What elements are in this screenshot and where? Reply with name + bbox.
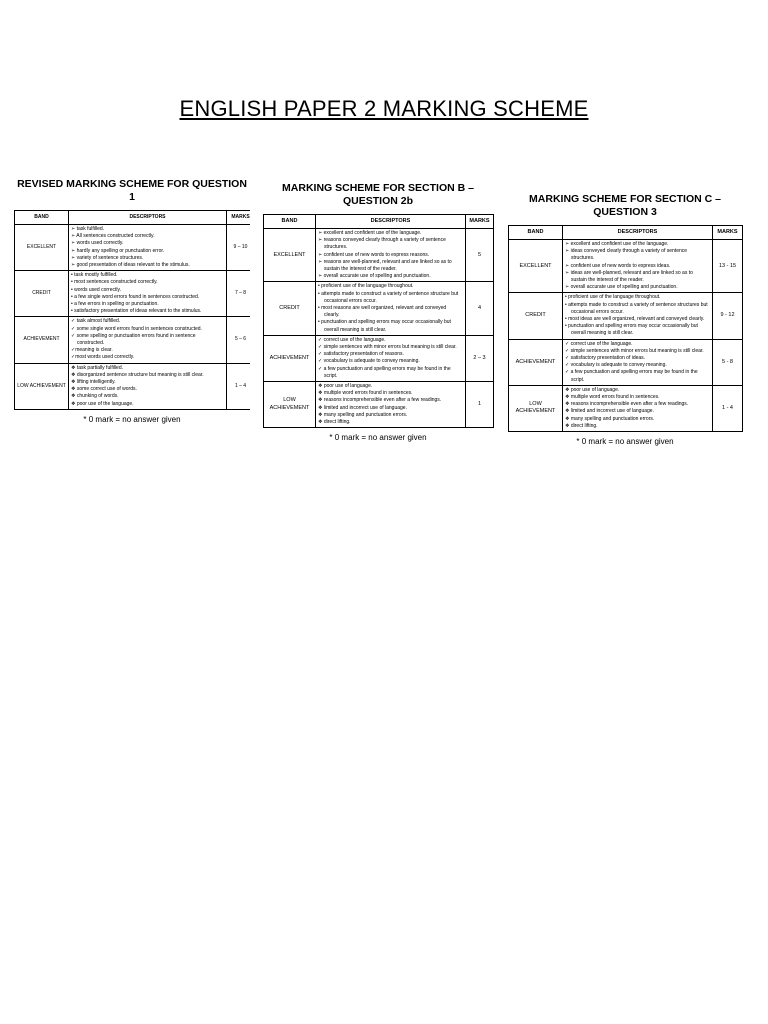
- descriptor-item: ❖ chunking of words.: [71, 393, 119, 400]
- descriptor-item: ➢ variety of sentence structures.: [71, 254, 144, 261]
- descriptors-cell: [563, 293, 713, 339]
- page-title: ENGLISH PAPER 2 MARKING SCHEME: [179, 96, 589, 121]
- descriptor-item: ❖ multiple word errors found in sentences.: [318, 390, 413, 397]
- band-cell: CREDIT: [509, 293, 563, 339]
- header-descriptors: DESCRIPTORS: [316, 215, 466, 229]
- descriptor-item: ➢ confident use of new words to express reasons.: [318, 251, 430, 258]
- zero-mark-note: * 0 mark = no answer given: [576, 437, 674, 447]
- marks-cell: 5: [466, 229, 494, 282]
- section-title: MARKING SCHEME FOR SECTION B – QUESTION 2b: [282, 182, 474, 207]
- marking-table: [263, 214, 494, 428]
- band-cell: LOW ACHIEVEMENT: [264, 382, 316, 428]
- descriptor-item: ➢ excellent and confident use of the language.: [565, 241, 669, 247]
- descriptor-item: ✓ some single word errors found in sentences constructed.: [71, 325, 202, 332]
- section-title: REVISED MARKING SCHEME FOR QUESTION 1: [17, 178, 247, 203]
- descriptor-item: ✓ satisfactory presentation of reasons.: [318, 351, 404, 358]
- descriptor-item: ✓ a few punctuation and spelling errors may be found in the script.: [565, 369, 698, 383]
- descriptor-item: • words used correctly.: [71, 286, 122, 293]
- table-row: [15, 363, 251, 409]
- descriptor-item: ➢ hardly any spelling or punctuation error.: [71, 247, 165, 254]
- marking-table: [508, 225, 743, 432]
- header-marks: MARKS: [466, 215, 494, 229]
- descriptor-item: ✓ correct use of the language.: [565, 340, 633, 347]
- descriptor-item: • attempts made to construct a variety of sentence structure but occasional errors occur.: [318, 290, 459, 304]
- section-title: MARKING SCHEME FOR SECTION C – QUESTION 3: [529, 193, 721, 218]
- descriptors-cell: [316, 335, 466, 381]
- table-row: [264, 229, 494, 282]
- section-question-3: [508, 193, 742, 446]
- descriptor-item: • punctuation and spelling errors may occur occasionally but overall meaning is still clear.: [565, 323, 698, 337]
- descriptors-cell: [316, 282, 466, 335]
- band-cell: CREDIT: [264, 282, 316, 335]
- descriptors-cell: [563, 240, 713, 293]
- descriptor-item: ✓ vocabulary is adequate to convey meaning.: [318, 358, 420, 365]
- descriptor-item: ✓ simple sentences with minor errors but meaning is still clear.: [565, 347, 704, 354]
- descriptors-cell: [316, 382, 466, 428]
- band-cell: EXCELLENT: [264, 229, 316, 282]
- descriptor-item: • proficient use of the language throughout.: [565, 294, 661, 301]
- descriptors-cell: [69, 317, 227, 363]
- header-descriptors: DESCRIPTORS: [69, 211, 227, 225]
- marking-table: [14, 210, 250, 410]
- descriptor-item: ✓ task almost fulfilled.: [71, 318, 121, 325]
- descriptors-cell: [563, 385, 713, 431]
- descriptors-cell: [316, 229, 466, 282]
- marks-cell: 1 – 4: [227, 363, 251, 409]
- band-cell: EXCELLENT: [509, 240, 563, 293]
- descriptors-cell: [69, 363, 227, 409]
- descriptor-item: ➢ task fulfilled.: [71, 226, 105, 232]
- marks-cell: 1 - 4: [713, 385, 743, 431]
- table-row: [15, 225, 251, 271]
- descriptor-item: ✓ simple sentences with minor errors but meaning is still clear.: [318, 344, 457, 351]
- descriptor-item: ➢ reasons conveyed clearly through a variety of sentence structures.: [318, 237, 446, 251]
- descriptor-item: ❖ reasons incomprehensible even after a few readings.: [565, 401, 689, 408]
- table-row: [15, 271, 251, 317]
- descriptor-item: ❖ lifting intelligently.: [71, 379, 116, 386]
- descriptor-item: ➢ ideas are well-planned, relevant and are linked so as to sustain the interest of the reader.: [565, 269, 693, 284]
- descriptors-cell: [563, 339, 713, 385]
- table-row: [264, 282, 494, 335]
- table-row: [15, 317, 251, 363]
- descriptor-item: ✓most words used correctly.: [71, 354, 135, 361]
- descriptor-item: ❖ multiple word errors found in sentences.: [565, 394, 660, 401]
- descriptor-item: ❖ many spelling and punctuation errors.: [318, 411, 408, 418]
- descriptor-item: • most reasons are well organized, relevant and conveyed clearly.: [318, 305, 447, 319]
- descriptor-item: ❖ poor use of language.: [565, 386, 620, 393]
- table-row: [509, 339, 743, 385]
- marks-cell: 7 – 8: [227, 271, 251, 317]
- band-cell: CREDIT: [15, 271, 69, 317]
- section-question-2b: [263, 182, 493, 442]
- descriptor-item: ➢ good presentation of ideas relevant to the stimulus.: [71, 262, 190, 269]
- descriptor-item: ❖ reasons incomprehensible even after a few readings.: [318, 397, 442, 404]
- descriptor-item: • most sentences constructed correctly.: [71, 279, 158, 286]
- section-question-1: [14, 178, 250, 424]
- band-cell: LOW ACHIEVEMENT: [509, 385, 563, 431]
- header-marks: MARKS: [713, 226, 743, 240]
- descriptor-item: ✓ a few punctuation and spelling errors may be found in the script.: [318, 365, 451, 379]
- marks-cell: 2 – 3: [466, 335, 494, 381]
- descriptor-item: ➢ confident use of new words to express ideas.: [565, 262, 671, 269]
- descriptor-item: • most ideas are well organized, relevant and conveyed clearly.: [565, 316, 705, 323]
- descriptor-item: • a few single word errors found in sentences constructed.: [71, 293, 200, 300]
- marks-cell: 5 - 8: [713, 339, 743, 385]
- descriptor-item: • task mostly fulfilled.: [71, 272, 118, 279]
- header-marks: MARKS: [227, 211, 251, 225]
- descriptor-item: ❖ poor use of language.: [318, 383, 373, 390]
- descriptor-item: ❖ disorganized sentence structure but meaning is still clear.: [71, 371, 204, 378]
- descriptor-item: ➢ excellent and confident use of the language.: [318, 230, 422, 236]
- descriptor-item: ❖ task partially fulfilled.: [71, 364, 124, 371]
- header-band: BAND: [15, 211, 69, 225]
- table-row: [509, 293, 743, 339]
- marks-cell: 5 – 6: [227, 317, 251, 363]
- descriptor-item: ✓meaning is clear.: [71, 347, 113, 354]
- marks-cell: 13 - 15: [713, 240, 743, 293]
- band-cell: EXCELLENT: [15, 225, 69, 271]
- descriptor-item: ✓ satisfactory presentation of ideas.: [565, 355, 646, 362]
- descriptor-item: ❖ many spelling and punctuation errors.: [565, 415, 655, 422]
- table-row: [509, 385, 743, 431]
- band-cell: LOW ACHIEVEMENT: [15, 363, 69, 409]
- descriptor-item: ➢ All sentences constructed correctly.: [71, 233, 155, 240]
- band-cell: ACHIEVEMENT: [15, 317, 69, 363]
- descriptor-item: • a few errors in spelling or punctuation.: [71, 301, 159, 308]
- descriptor-item: ➢ reasons are well-planned, relevant and are linked so as to sustain the interest of the reader.: [318, 258, 452, 273]
- header-descriptors: DESCRIPTORS: [563, 226, 713, 240]
- descriptor-item: ❖ poor use of the language.: [71, 400, 134, 407]
- descriptor-item: ❖ limited and incorrect use of language.: [565, 408, 654, 415]
- descriptor-item: ➢ ideas conveyed clearly through a variety of sentence structures.: [565, 248, 688, 262]
- band-cell: ACHIEVEMENT: [509, 339, 563, 385]
- table-row: [264, 335, 494, 381]
- zero-mark-note: * 0 mark = no answer given: [329, 433, 427, 443]
- header-band: BAND: [509, 226, 563, 240]
- header-band: BAND: [264, 215, 316, 229]
- descriptor-item: ✓ vocabulary is adequate to convey meaning.: [565, 362, 667, 369]
- band-cell: ACHIEVEMENT: [264, 335, 316, 381]
- descriptor-item: ❖ direct lifting.: [565, 422, 598, 429]
- table-row: [264, 382, 494, 428]
- descriptor-item: ➢ overall accurate use of spelling and punctuation.: [318, 273, 431, 280]
- descriptor-item: ❖ some correct use of words.: [71, 386, 137, 393]
- marks-cell: 1: [466, 382, 494, 428]
- descriptor-item: ➢ overall accurate use of spelling and punctuation.: [565, 284, 678, 291]
- zero-mark-note: * 0 mark = no answer given: [83, 414, 181, 424]
- descriptor-item: • proficient use of the language throughout.: [318, 283, 414, 290]
- descriptors-cell: [69, 271, 227, 317]
- descriptor-item: • attempts made to construct a variety of sentence structures but occasional errors occur.: [565, 301, 708, 315]
- descriptor-item: • punctuation and spelling errors may occur occasionally but overall meaning is still clear.: [318, 319, 451, 333]
- descriptor-item: ✓ some spelling or punctuation errors found in sentence constructed.: [71, 332, 196, 347]
- marks-cell: 9 – 10: [227, 225, 251, 271]
- table-row: [509, 240, 743, 293]
- marks-cell: 4: [466, 282, 494, 335]
- descriptor-item: ✓ correct use of the language.: [318, 336, 386, 343]
- descriptors-cell: [69, 225, 227, 271]
- descriptor-item: • satisfactory presentation of ideas relevant to the stimulus.: [71, 308, 202, 315]
- descriptor-item: ❖ direct lifting.: [318, 419, 351, 426]
- descriptor-item: ❖ limited and incorrect use of language.: [318, 404, 407, 411]
- marks-cell: 9 - 12: [713, 293, 743, 339]
- descriptor-item: ➢ words used correctly.: [71, 240, 124, 247]
